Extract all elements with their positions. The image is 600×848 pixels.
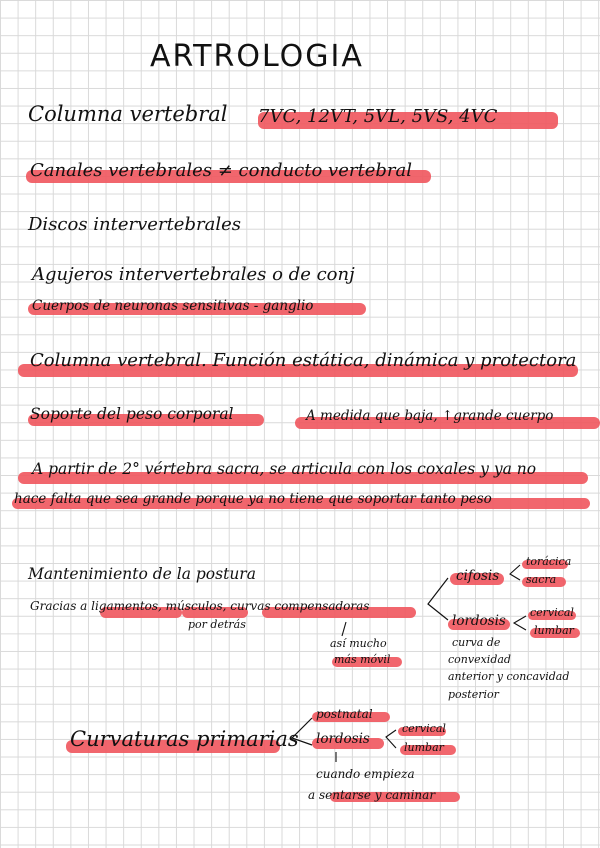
curvaturas-label: Curvaturas primarias [70, 727, 299, 751]
agujeros-line: Agujeros intervertebrales o de conj [32, 264, 355, 285]
canales-line: Canales vertebrales ≠ conducto vertebral [30, 160, 412, 181]
funcion-line: Columna vertebral. Función estática, dinámica y protectora [30, 350, 577, 371]
postura-heading: Mantenimiento de la postura [28, 565, 256, 583]
postnatal-label: postnatal [316, 707, 373, 721]
gracias-line: Gracias a ligamentos, músculos, curvas compensadoras [30, 599, 370, 613]
cuando-line: cuando empieza [316, 767, 415, 781]
sacra-label: sacra [526, 573, 557, 586]
cervical-label: cervical [530, 606, 574, 619]
lordosis-label: lordosis [452, 613, 506, 629]
curva-desc-1: curva de [452, 636, 501, 649]
cervical-primaria: cervical [402, 722, 446, 735]
sentarse-line: a sentarse y caminar [308, 788, 436, 802]
mas-movil-a: así mucho [330, 637, 387, 650]
por-detras: por detrás [188, 618, 246, 631]
mas-movil-b: más móvil [334, 653, 391, 666]
sacra-line-b: hace falta que sea grande porque ya no tiene que soportar tanto peso [14, 491, 492, 507]
vertebra-counts: 7VC, 12VT, 5VL, 5VS, 4VC [258, 106, 498, 127]
curva-desc-3: anterior y concavidad [448, 670, 570, 683]
columna-label: Columna vertebral [28, 102, 228, 126]
sacra-line-a: A partir de 2° vértebra sacra, se articula con los coxales y ya no [32, 460, 537, 478]
page-title: ARTROLOGIA [150, 39, 364, 74]
lumbar-primaria: lumbar [404, 741, 444, 754]
lordosis-primaria: lordosis [316, 731, 370, 747]
cuerpos-note: Cuerpos de neuronas sensitivas - ganglio [32, 298, 314, 314]
curva-desc-2: convexidad [448, 653, 511, 666]
discos-line: Discos intervertebrales [28, 214, 241, 235]
curva-desc-4: posterior [448, 688, 499, 701]
medida-line: A medida que baja, ↑grande cuerpo [306, 408, 554, 424]
soporte-line: Soporte del peso corporal [30, 405, 234, 423]
lumbar-label: lumbar [534, 624, 574, 637]
cifosis-label: cifosis [456, 568, 500, 584]
toracica-label: torácica [526, 555, 572, 568]
